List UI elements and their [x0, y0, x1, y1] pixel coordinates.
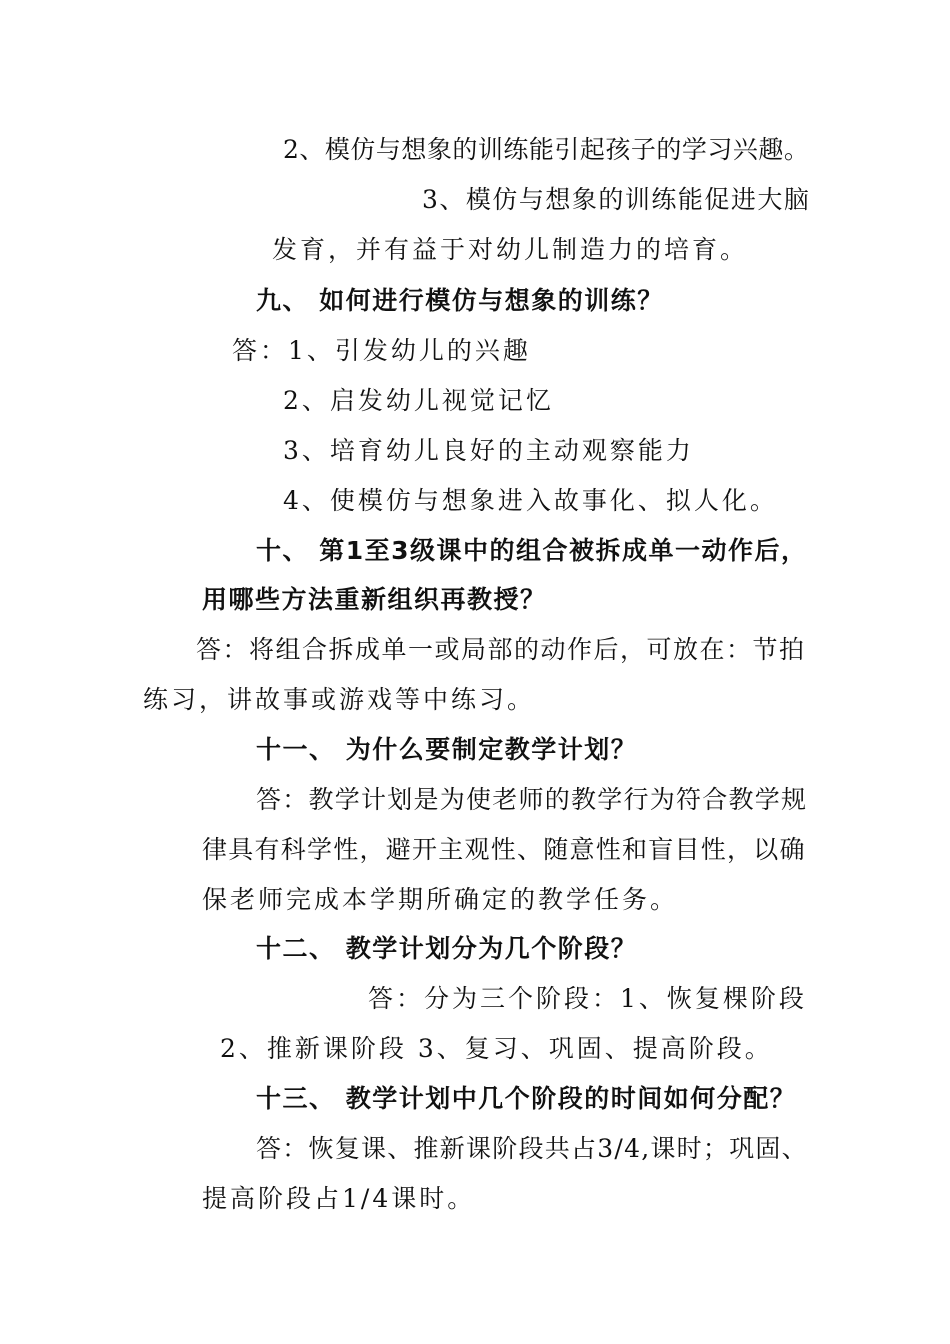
- text-line: 2、模仿与想象的训练能引起孩子的学习兴趣。: [283, 135, 810, 164]
- question-heading: 十三、 教学计划中几个阶段的时间如何分配？: [256, 1084, 797, 1113]
- question-heading: 十、 第1至3级课中的组合被拆成单一动作后，: [256, 536, 808, 565]
- question-heading-cont: 用哪些方法重新组织再教授？: [202, 585, 547, 614]
- text-line: 提高阶段占1/4课时。: [202, 1184, 476, 1213]
- text-line: 答：教学计划是为使老师的教学行为符合教学规: [256, 785, 808, 814]
- question-heading: 十一、 为什么要制定教学计划？: [256, 735, 638, 764]
- text-line: 发育，并有益于对幼儿制造力的培育。: [272, 235, 749, 264]
- text-line: 答：分为三个阶段：1、恢复棵阶段: [368, 984, 807, 1013]
- text-line: 答：将组合拆成单一或局部的动作后，可放在：节拍: [196, 635, 806, 664]
- question-heading: 九、 如何进行模仿与想象的训练？: [256, 286, 664, 315]
- text-line: 3、培育幼儿良好的主动观察能力: [283, 436, 694, 465]
- text-line: 2、推新课阶段 3、复习、巩固、提高阶段。: [220, 1034, 773, 1063]
- text-line: 保老师完成本学期所确定的教学任务。: [202, 885, 679, 914]
- text-line: 答：1、引发幼儿的兴趣: [232, 336, 531, 365]
- text-line: 2、启发幼儿视觉记忆: [283, 386, 554, 415]
- text-line: 答：恢复课、推新课阶段共占3/4,课时；巩固、: [256, 1134, 808, 1163]
- text-line: 4、使模仿与想象进入故事化、拟人化。: [283, 486, 778, 515]
- question-heading: 十二、 教学计划分为几个阶段？: [256, 934, 638, 963]
- text-line: 律具有科学性，避开主观性、随意性和盲目性，以确: [202, 835, 806, 864]
- text-line: 练习，讲故事或游戏等中练习。: [143, 685, 536, 714]
- text-line: 3、模仿与想象的训练能促进大脑: [422, 185, 811, 214]
